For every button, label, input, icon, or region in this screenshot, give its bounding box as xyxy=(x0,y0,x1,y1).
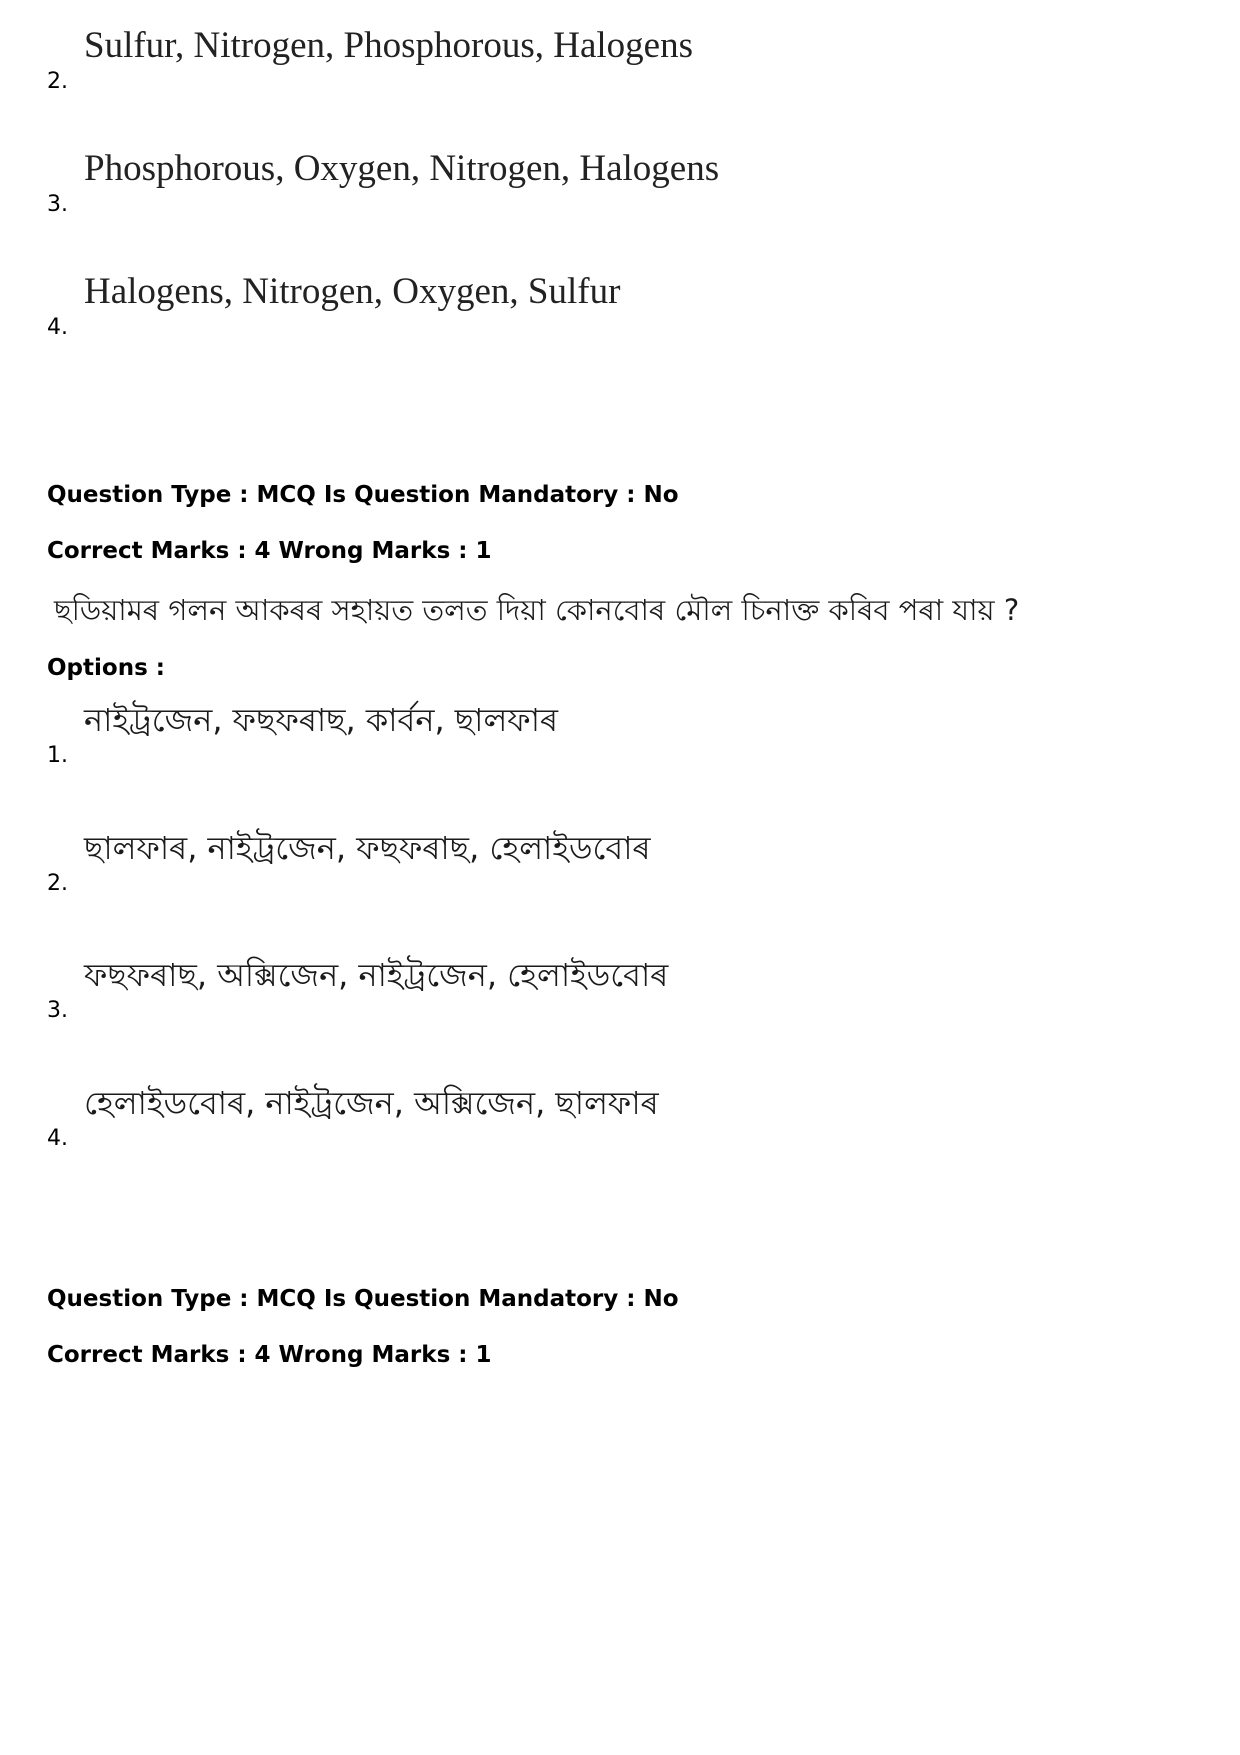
option-number: 4. xyxy=(47,315,68,340)
option-text: নাইট্ৰজেন, ফছফৰাছ, কাৰ্বন, ছালফাৰ xyxy=(84,701,558,739)
option-text: Halogens, Nitrogen, Oxygen, Sulfur xyxy=(84,271,621,312)
option-1 xyxy=(47,698,1147,768)
next-question-type-line: Question Type : MCQ Is Question Mandatory : No xyxy=(47,1286,679,1312)
option-text: ফছফৰাছ, অক্সিজেন, নাইট্ৰজেন, হেলাইডবোৰ xyxy=(84,956,669,994)
option-text: Phosphorous, Oxygen, Nitrogen, Halogens xyxy=(84,148,720,189)
option-number: 3. xyxy=(47,998,68,1023)
option-3 xyxy=(47,953,1147,1023)
option-4 xyxy=(47,1081,1147,1151)
option-number: 3. xyxy=(47,192,68,217)
option-number: 2. xyxy=(47,871,68,896)
next-marks-line: Correct Marks : 4 Wrong Marks : 1 xyxy=(47,1342,492,1368)
option-text: Sulfur, Nitrogen, Phosphorous, Halogens xyxy=(84,25,693,66)
prev-option-2 xyxy=(47,24,1147,94)
question-type-line: Question Type : MCQ Is Question Mandatory : No xyxy=(47,482,679,508)
question-text: ছডিয়ামৰ গলন আকৰৰ সহায়ত তলত দিয়া কোনবোৰ মৌল চিনাক্ত কৰিব পৰা যায় ? xyxy=(54,593,1020,627)
prev-option-4 xyxy=(47,270,1147,340)
prev-option-3 xyxy=(47,147,1147,217)
option-number: 2. xyxy=(47,69,68,94)
option-text: হেলাইডবোৰ, নাইট্ৰজেন, অক্সিজেন, ছালফাৰ xyxy=(84,1084,659,1122)
option-number: 4. xyxy=(47,1126,68,1151)
options-label: Options : xyxy=(47,655,165,681)
marks-line: Correct Marks : 4 Wrong Marks : 1 xyxy=(47,538,492,564)
option-text: ছালফাৰ, নাইট্ৰজেন, ফছফৰাছ, হেলাইডবোৰ xyxy=(84,829,651,867)
option-number: 1. xyxy=(47,743,68,768)
option-2 xyxy=(47,826,1147,896)
